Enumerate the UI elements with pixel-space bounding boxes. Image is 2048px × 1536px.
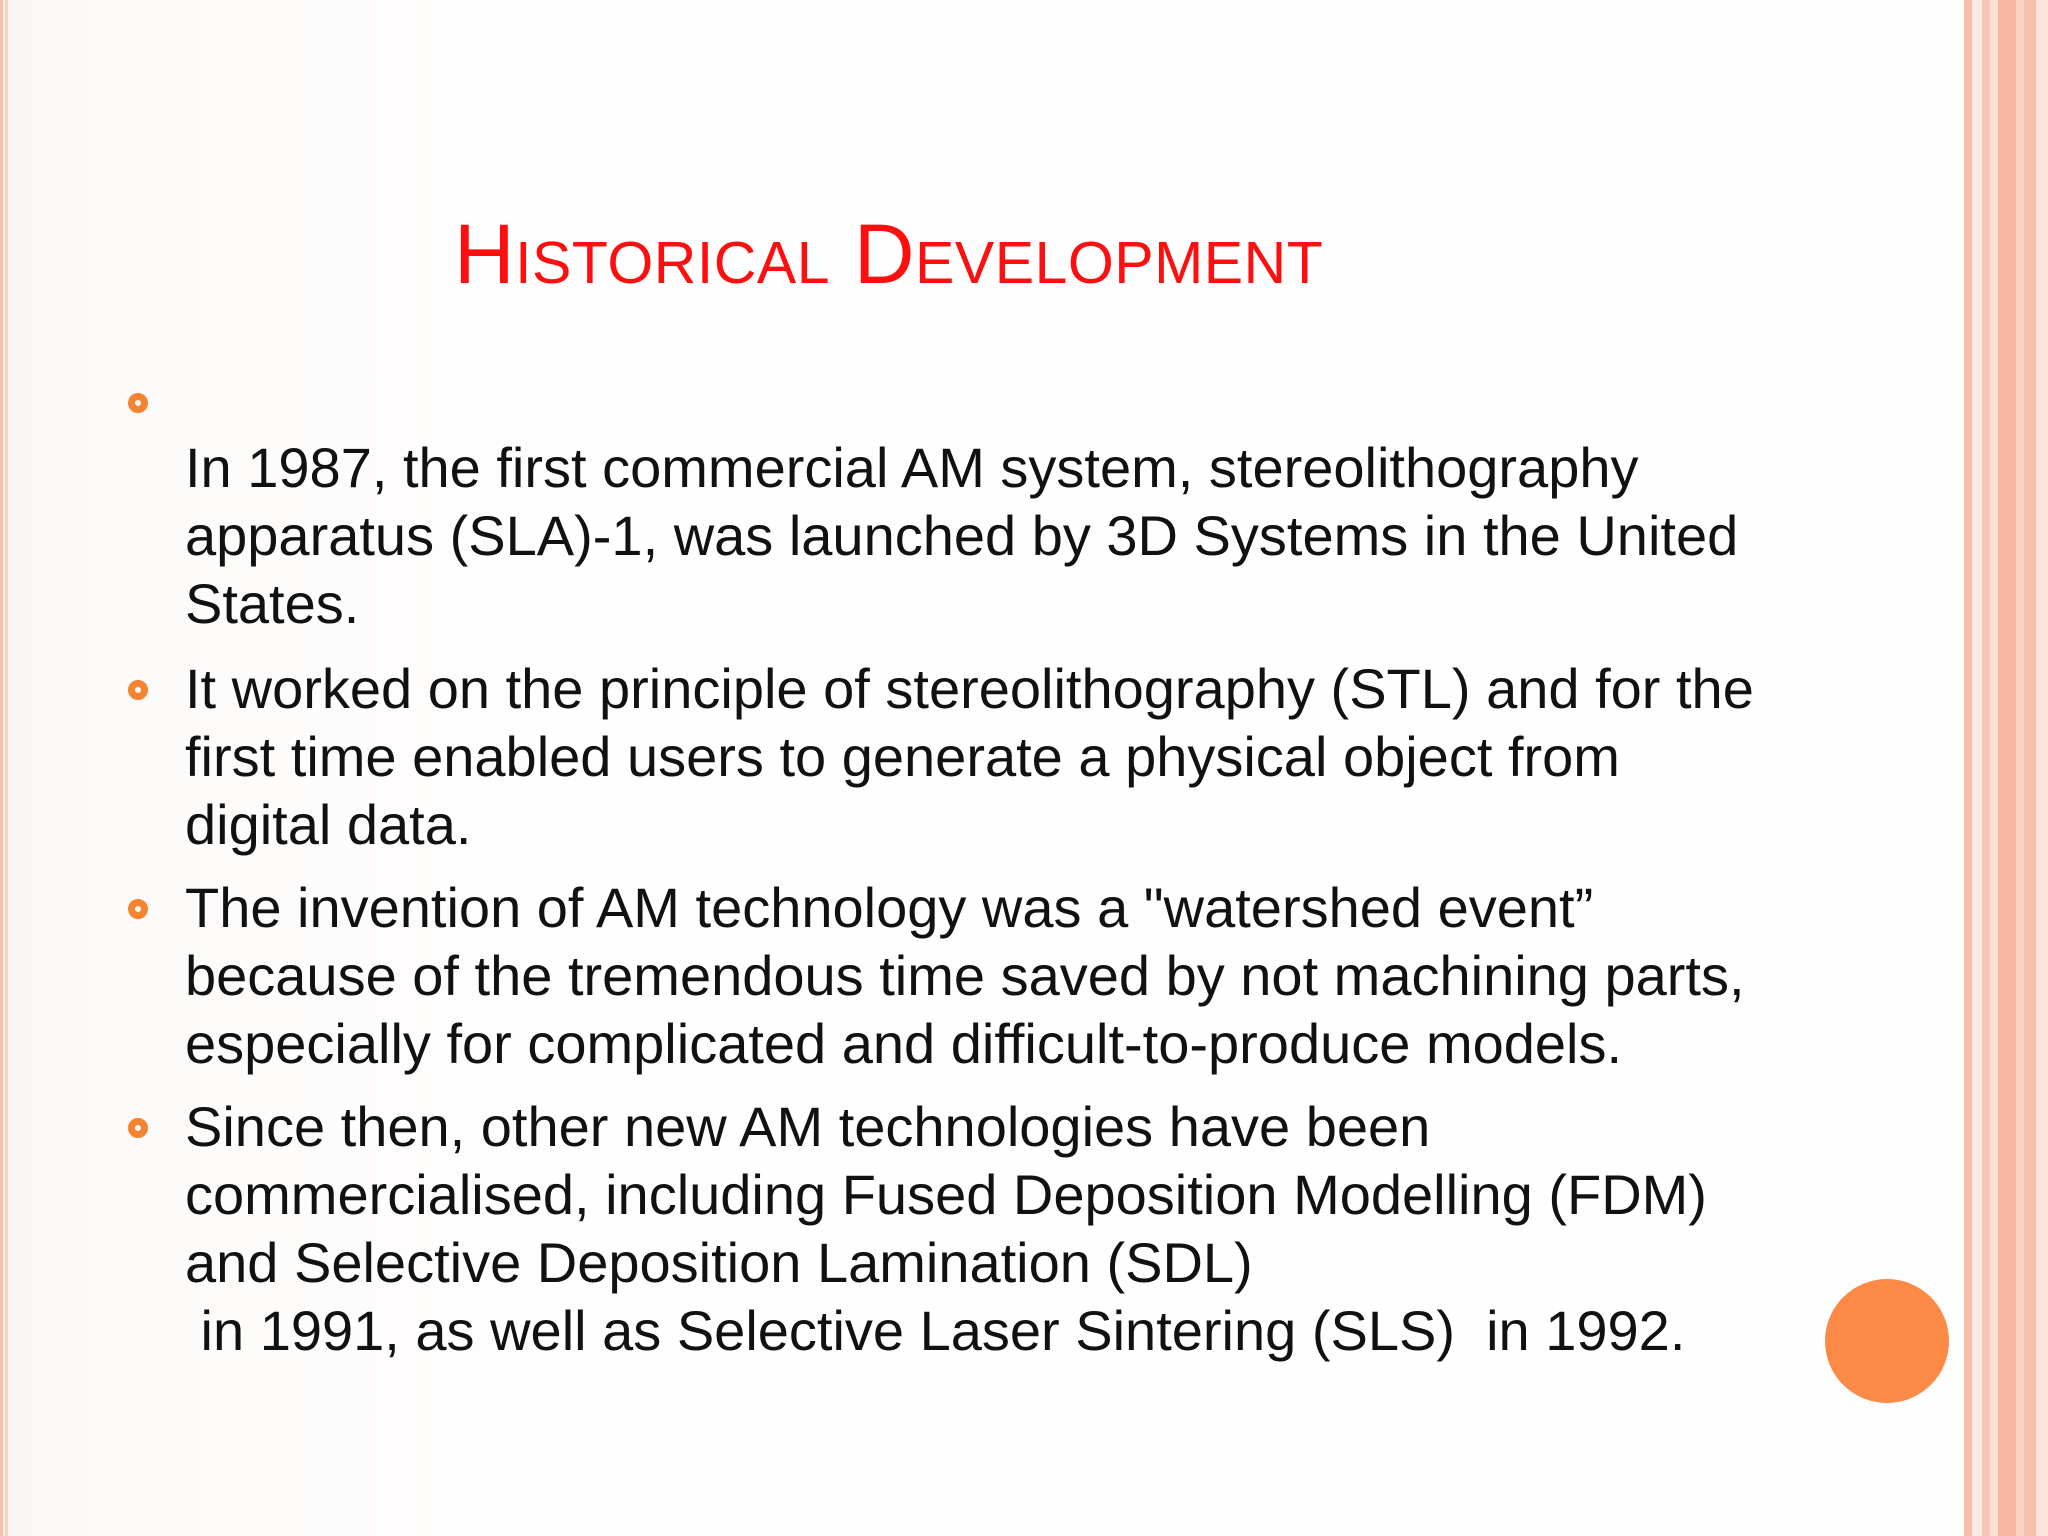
- bullet-text: [185, 1093, 1707, 1365]
- bullet-line: In 1987, the first commercial AM system, stereolithography: [185, 436, 1639, 499]
- bullet-line: It worked on the principle of stereolithography (STL) and for the: [185, 657, 1754, 720]
- decorative-orange-circle: [1825, 1279, 1949, 1403]
- bullet-ring-icon: [128, 393, 148, 413]
- bullet-ring-icon: [128, 680, 148, 700]
- bullet-ring-icon: [128, 899, 148, 919]
- bullet-line: digital data.: [185, 793, 472, 856]
- bullet-line: States.: [185, 572, 360, 635]
- bullet-line: because of the tremendous time saved by not machining parts,: [185, 944, 1745, 1007]
- bullet-ring-icon: [128, 1118, 148, 1138]
- bullet-line: in 1991, as well as Selective Laser Sintering (SLS) in 1992.: [185, 1299, 1686, 1362]
- bullet-line: and Selective Deposition Lamination (SDL): [185, 1231, 1253, 1294]
- bullet-line: first time enabled users to generate a physical object from: [185, 725, 1620, 788]
- bullet-text: [185, 874, 1745, 1078]
- bullet-text: [185, 434, 1738, 638]
- slide-title: Historical Development: [454, 207, 1324, 301]
- bullet-line: Since then, other new AM technologies have been: [185, 1095, 1431, 1158]
- bullet-text: [185, 655, 1754, 859]
- bullet-line: commercialised, including Fused Deposition Modelling (FDM): [185, 1163, 1707, 1226]
- bullet-line: The invention of AM technology was a "watershed event”: [185, 876, 1594, 939]
- bullet-line: apparatus (SLA)-1, was launched by 3D Systems in the United: [185, 504, 1739, 567]
- bullet-line: especially for complicated and difficult-to-produce models.: [185, 1012, 1623, 1075]
